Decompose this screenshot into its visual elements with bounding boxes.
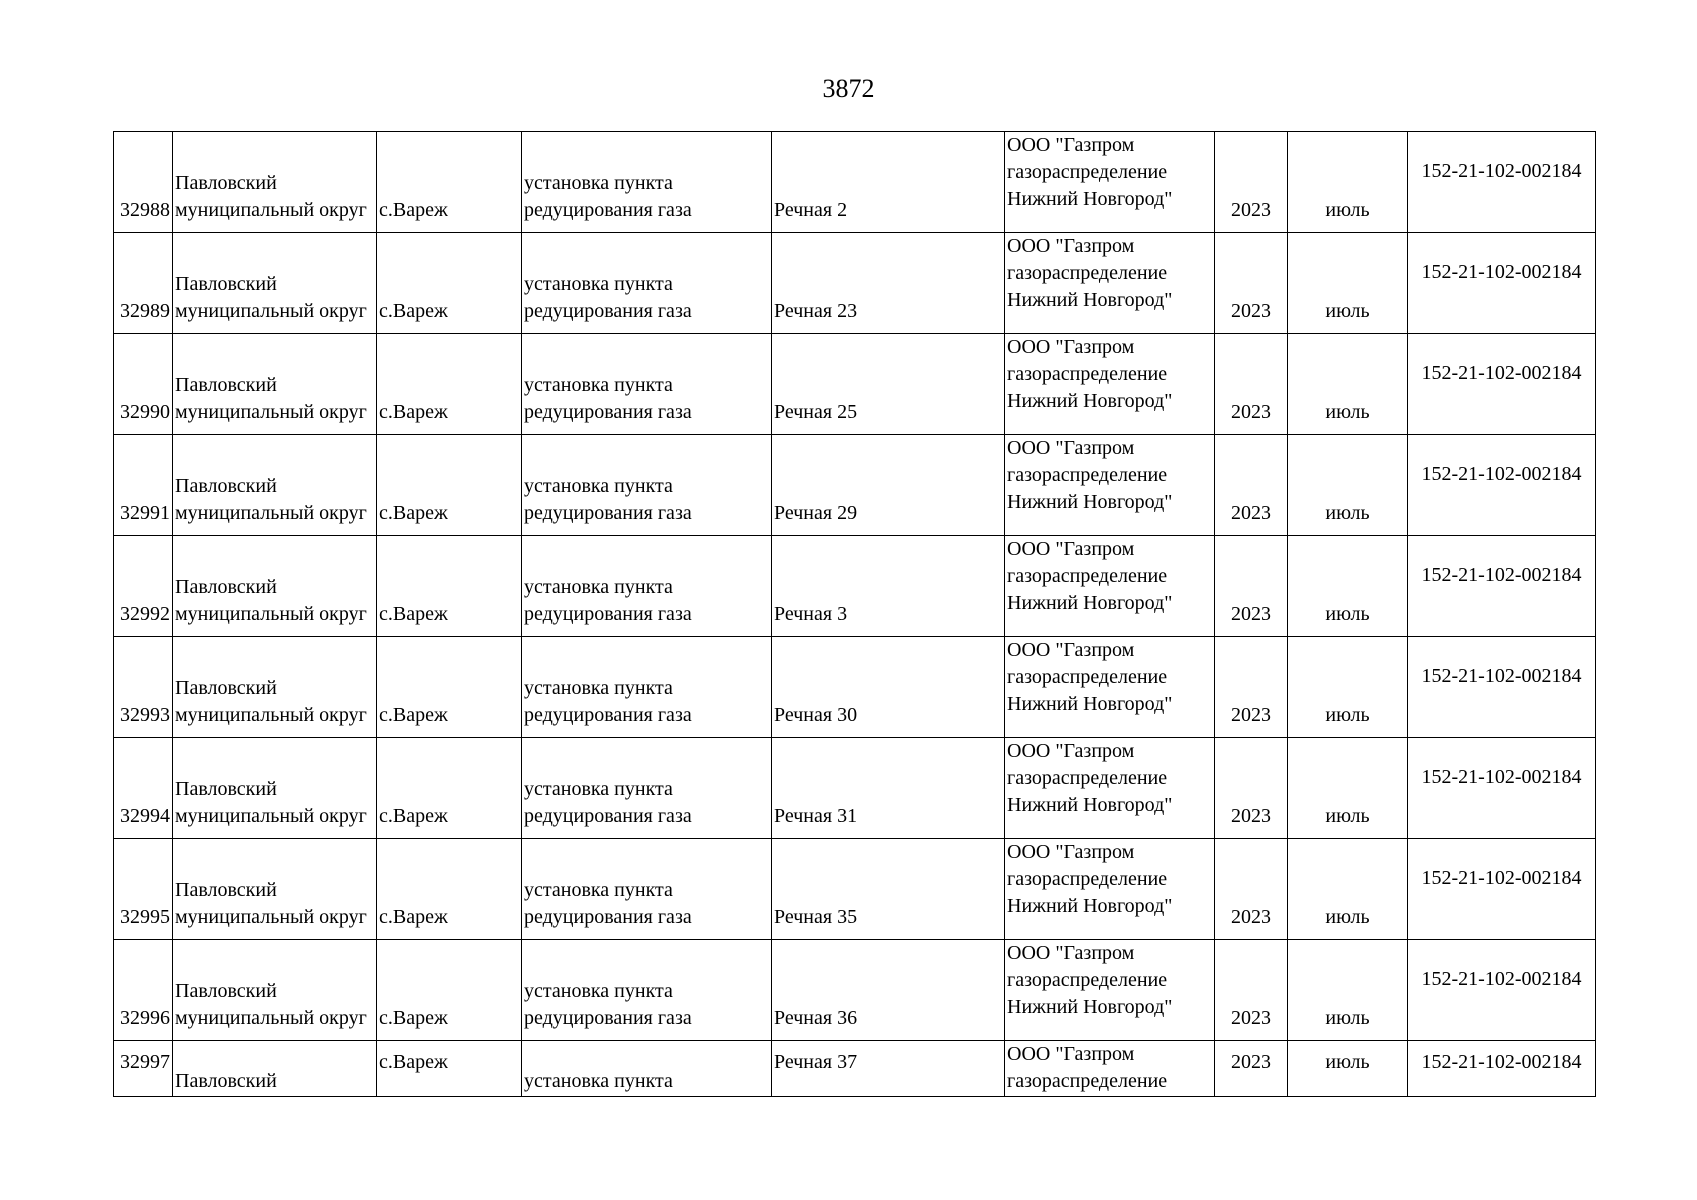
registry-code-cell: 152-21-102-002184 bbox=[1408, 940, 1596, 1041]
district-cell bbox=[173, 839, 377, 940]
registry-code-cell: 152-21-102-002184 bbox=[1408, 132, 1596, 233]
work-type-line: редуцирования газа bbox=[524, 1007, 692, 1029]
work-type-cell bbox=[522, 334, 772, 435]
work-type-cell bbox=[522, 637, 772, 738]
district-line: Павловский bbox=[175, 677, 277, 699]
district-line: Павловский bbox=[175, 879, 277, 901]
organization-line: газораспределение bbox=[1007, 262, 1168, 284]
district-line: муниципальный округ bbox=[175, 300, 367, 322]
record-number-cell: 32988 bbox=[114, 132, 173, 233]
record-number-cell: 32996 bbox=[114, 940, 173, 1041]
registry-code-cell: 152-21-102-002184 bbox=[1408, 536, 1596, 637]
table-row bbox=[114, 940, 1596, 1041]
page-number: 3872 bbox=[822, 74, 875, 103]
locality-cell: с.Вареж bbox=[377, 738, 522, 839]
district-cell bbox=[173, 940, 377, 1041]
organization-line: газораспределение bbox=[1007, 565, 1168, 587]
organization-cell bbox=[1005, 334, 1215, 435]
work-type-line: установка пункта bbox=[524, 475, 673, 497]
organization-line: ООО "Газпром bbox=[1007, 134, 1135, 156]
organization-line: ООО "Газпром bbox=[1007, 841, 1135, 863]
district-line: Павловский bbox=[175, 475, 277, 497]
table-row bbox=[114, 839, 1596, 940]
district-line: муниципальный округ bbox=[175, 199, 367, 221]
month-cell: июль bbox=[1288, 839, 1408, 940]
table-row bbox=[114, 435, 1596, 536]
organization-line: ООО "Газпром bbox=[1007, 437, 1135, 459]
month-cell: июль bbox=[1288, 940, 1408, 1041]
address-cell: Речная 25 bbox=[772, 334, 1005, 435]
organization-line: Нижний Новгород" bbox=[1007, 289, 1173, 311]
registry-code-cell: 152-21-102-002184 bbox=[1408, 435, 1596, 536]
work-type-line: редуцирования газа bbox=[524, 199, 692, 221]
register-table bbox=[113, 131, 1596, 1097]
year-cell: 2023 bbox=[1215, 839, 1288, 940]
year-cell: 2023 bbox=[1215, 536, 1288, 637]
locality-cell: с.Вареж bbox=[377, 435, 522, 536]
record-number-cell: 32992 bbox=[114, 536, 173, 637]
registry-code-cell: 152-21-102-002184 bbox=[1408, 738, 1596, 839]
address-cell: Речная 35 bbox=[772, 839, 1005, 940]
district-cell bbox=[173, 233, 377, 334]
organization-line: Нижний Новгород" bbox=[1007, 996, 1173, 1018]
organization-cell bbox=[1005, 940, 1215, 1041]
organization-cell bbox=[1005, 839, 1215, 940]
work-type-line: установка пункта bbox=[524, 980, 673, 1002]
month-cell: июль bbox=[1288, 435, 1408, 536]
work-type-cell bbox=[522, 738, 772, 839]
month-cell: июль bbox=[1288, 536, 1408, 637]
work-type-cell bbox=[522, 1041, 772, 1097]
district-line: Павловский bbox=[175, 980, 277, 1002]
address-cell: Речная 37 bbox=[772, 1041, 1005, 1097]
organization-line: ООО "Газпром bbox=[1007, 538, 1135, 560]
organization-cell bbox=[1005, 536, 1215, 637]
work-type-line: установка пункта bbox=[524, 677, 673, 699]
work-type-line: редуцирования газа bbox=[524, 502, 692, 524]
organization-line: газораспределение bbox=[1007, 363, 1168, 385]
district-line: муниципальный округ bbox=[175, 603, 367, 625]
work-type-cell bbox=[522, 536, 772, 637]
district-line: Павловский bbox=[175, 374, 277, 396]
registry-code-cell: 152-21-102-002184 bbox=[1408, 1041, 1596, 1097]
organization-line: Нижний Новгород" bbox=[1007, 693, 1173, 715]
locality-cell: с.Вареж bbox=[377, 536, 522, 637]
work-type-line: редуцирования газа bbox=[524, 401, 692, 423]
work-type-line: редуцирования газа bbox=[524, 906, 692, 928]
year-cell: 2023 bbox=[1215, 334, 1288, 435]
locality-cell: с.Вареж bbox=[377, 637, 522, 738]
district-line: Павловский bbox=[175, 1070, 277, 1092]
district-cell bbox=[173, 132, 377, 233]
work-type-line: установка пункта bbox=[524, 273, 673, 295]
work-type-line: установка пункта bbox=[524, 879, 673, 901]
registry-code-cell: 152-21-102-002184 bbox=[1408, 233, 1596, 334]
organization-line: газораспределение bbox=[1007, 767, 1168, 789]
address-cell: Речная 36 bbox=[772, 940, 1005, 1041]
address-cell: Речная 2 bbox=[772, 132, 1005, 233]
table-row bbox=[114, 637, 1596, 738]
organization-cell bbox=[1005, 233, 1215, 334]
year-cell: 2023 bbox=[1215, 233, 1288, 334]
month-cell: июль bbox=[1288, 334, 1408, 435]
organization-line: ООО "Газпром bbox=[1007, 336, 1135, 358]
work-type-line: установка пункта bbox=[524, 778, 673, 800]
locality-cell: с.Вареж bbox=[377, 233, 522, 334]
table-row bbox=[114, 1041, 1596, 1097]
district-cell bbox=[173, 536, 377, 637]
work-type-line: редуцирования газа bbox=[524, 704, 692, 726]
district-cell bbox=[173, 637, 377, 738]
registry-code-cell: 152-21-102-002184 bbox=[1408, 334, 1596, 435]
organization-line: ООО "Газпром bbox=[1007, 235, 1135, 257]
organization-cell bbox=[1005, 132, 1215, 233]
month-cell: июль bbox=[1288, 233, 1408, 334]
registry-code-cell: 152-21-102-002184 bbox=[1408, 839, 1596, 940]
organization-line: газораспределение bbox=[1007, 666, 1168, 688]
work-type-cell bbox=[522, 233, 772, 334]
address-cell: Речная 30 bbox=[772, 637, 1005, 738]
organization-line: газораспределение bbox=[1007, 868, 1168, 890]
locality-cell: с.Вареж bbox=[377, 839, 522, 940]
district-line: муниципальный округ bbox=[175, 1007, 367, 1029]
record-number-cell: 32995 bbox=[114, 839, 173, 940]
work-type-line: установка пункта bbox=[524, 374, 673, 396]
work-type-line: установка пункта bbox=[524, 576, 673, 598]
district-line: муниципальный округ bbox=[175, 805, 367, 827]
address-cell: Речная 23 bbox=[772, 233, 1005, 334]
year-cell: 2023 bbox=[1215, 940, 1288, 1041]
organization-cell bbox=[1005, 637, 1215, 738]
year-cell: 2023 bbox=[1215, 637, 1288, 738]
organization-line: Нижний Новгород" bbox=[1007, 491, 1173, 513]
organization-line: газораспределение bbox=[1007, 1070, 1168, 1092]
district-line: муниципальный округ bbox=[175, 401, 367, 423]
organization-line: ООО "Газпром bbox=[1007, 639, 1135, 661]
organization-line: ООО "Газпром bbox=[1007, 740, 1135, 762]
district-line: муниципальный округ bbox=[175, 502, 367, 524]
month-cell: июль bbox=[1288, 1041, 1408, 1097]
district-line: Павловский bbox=[175, 172, 277, 194]
district-line: Павловский bbox=[175, 576, 277, 598]
table-row bbox=[114, 233, 1596, 334]
district-line: муниципальный округ bbox=[175, 906, 367, 928]
organization-line: Нижний Новгород" bbox=[1007, 794, 1173, 816]
year-cell: 2023 bbox=[1215, 738, 1288, 839]
table-row bbox=[114, 536, 1596, 637]
organization-cell bbox=[1005, 1041, 1215, 1097]
work-type-cell bbox=[522, 940, 772, 1041]
organization-line: газораспределение bbox=[1007, 161, 1168, 183]
work-type-cell bbox=[522, 435, 772, 536]
year-cell: 2023 bbox=[1215, 435, 1288, 536]
work-type-cell bbox=[522, 839, 772, 940]
organization-line: ООО "Газпром bbox=[1007, 1043, 1135, 1065]
locality-cell: с.Вареж bbox=[377, 940, 522, 1041]
organization-line: Нижний Новгород" bbox=[1007, 390, 1173, 412]
year-cell: 2023 bbox=[1215, 132, 1288, 233]
address-cell: Речная 29 bbox=[772, 435, 1005, 536]
month-cell: июль bbox=[1288, 132, 1408, 233]
work-type-line: установка пункта bbox=[524, 172, 673, 194]
district-cell bbox=[173, 435, 377, 536]
locality-cell: с.Вареж bbox=[377, 132, 522, 233]
district-cell bbox=[173, 1041, 377, 1097]
organization-line: Нижний Новгород" bbox=[1007, 188, 1173, 210]
address-cell: Речная 3 bbox=[772, 536, 1005, 637]
month-cell: июль bbox=[1288, 637, 1408, 738]
organization-line: Нижний Новгород" bbox=[1007, 592, 1173, 614]
organization-cell bbox=[1005, 435, 1215, 536]
work-type-line: установка пункта bbox=[524, 1070, 673, 1092]
record-number-cell: 32989 bbox=[114, 233, 173, 334]
registry-code-cell: 152-21-102-002184 bbox=[1408, 637, 1596, 738]
organization-line: газораспределение bbox=[1007, 969, 1168, 991]
organization-line: Нижний Новгород" bbox=[1007, 895, 1173, 917]
work-type-line: редуцирования газа bbox=[524, 805, 692, 827]
district-cell bbox=[173, 334, 377, 435]
table-row bbox=[114, 738, 1596, 839]
locality-cell: с.Вареж bbox=[377, 1041, 522, 1097]
record-number-cell: 32991 bbox=[114, 435, 173, 536]
organization-line: ООО "Газпром bbox=[1007, 942, 1135, 964]
year-cell: 2023 bbox=[1215, 1041, 1288, 1097]
table-row bbox=[114, 334, 1596, 435]
work-type-cell bbox=[522, 132, 772, 233]
locality-cell: с.Вареж bbox=[377, 334, 522, 435]
district-line: Павловский bbox=[175, 778, 277, 800]
district-line: Павловский bbox=[175, 273, 277, 295]
table-body bbox=[114, 132, 1596, 1097]
work-type-line: редуцирования газа bbox=[524, 603, 692, 625]
record-number-cell: 32994 bbox=[114, 738, 173, 839]
record-number-cell: 32990 bbox=[114, 334, 173, 435]
month-cell: июль bbox=[1288, 738, 1408, 839]
organization-cell bbox=[1005, 738, 1215, 839]
district-line: муниципальный округ bbox=[175, 704, 367, 726]
table-row bbox=[114, 132, 1596, 233]
record-number-cell: 32993 bbox=[114, 637, 173, 738]
address-cell: Речная 31 bbox=[772, 738, 1005, 839]
organization-line: газораспределение bbox=[1007, 464, 1168, 486]
work-type-line: редуцирования газа bbox=[524, 300, 692, 322]
record-number-cell: 32997 bbox=[114, 1041, 173, 1097]
district-cell bbox=[173, 738, 377, 839]
